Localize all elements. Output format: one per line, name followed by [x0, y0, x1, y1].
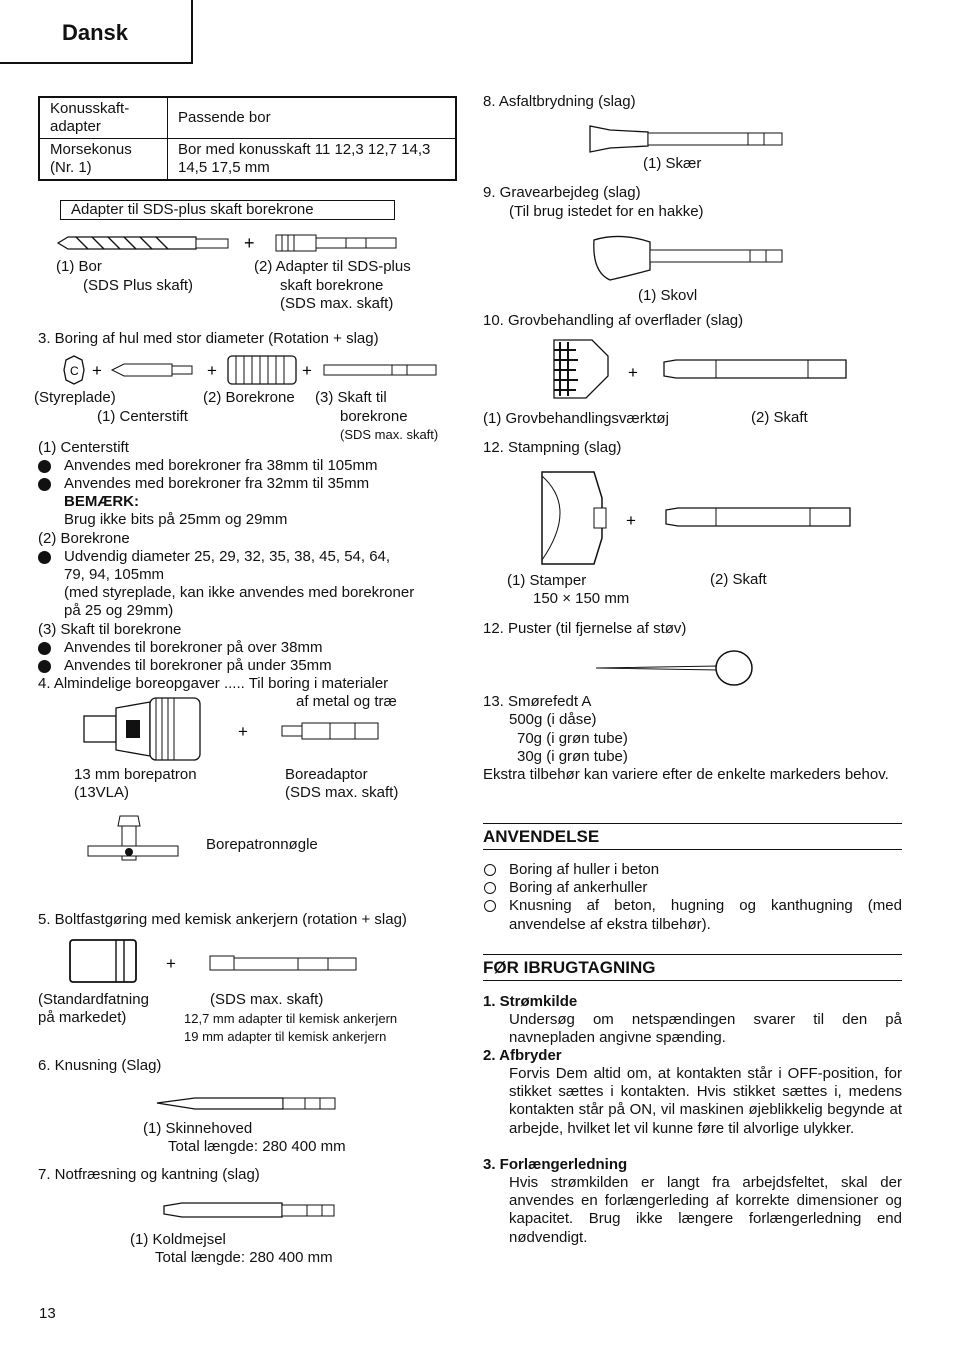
item-title: 7. Notfræsning og kantning (slag)	[38, 1166, 260, 1183]
list-item: Knusning af beton, hugning og kanthugning (med	[509, 897, 902, 914]
svg-text:+: +	[166, 954, 176, 973]
item-title: 9. Gravearbejdeg (slag)	[483, 184, 641, 201]
text-line: (1) Centerstift	[38, 439, 129, 456]
accessory-note: Ekstra tilbehør kan variere efter de enkelte markeders behov.	[483, 766, 889, 783]
text-line: (med styreplade, kan ikke anvendes med borekroner	[64, 584, 415, 601]
text-line: Anvendes til borekroner på under 35mm	[64, 657, 332, 674]
caption: 13 mm borepatron	[74, 766, 197, 783]
bullet	[38, 460, 51, 473]
item-title: 5. Boltfastgøring med kemisk ankerjern (rotation + slag)	[38, 911, 407, 928]
bull-point-illustration	[155, 1094, 339, 1114]
list-item: Boring af ankerhuller	[509, 879, 648, 896]
table-cell: Morsekonus (Nr. 1)	[39, 139, 168, 181]
svg-text:C: C	[70, 364, 79, 378]
table-cell: Bor med konusskaft 11 12,3 12,7 14,3 14,5 17,5 mm	[168, 139, 457, 181]
cold-chisel-illustration	[162, 1200, 338, 1222]
section-rule	[483, 954, 902, 955]
bush-tool-illustration	[546, 336, 852, 402]
item-title: 4. Almindelige boreopgaver ..... Til boring i materialer	[38, 675, 389, 692]
text-line: 70g (i grøn tube)	[517, 730, 628, 747]
caption: (SDS max. skaft)	[210, 991, 324, 1008]
bullet	[484, 900, 496, 912]
item-title: 6. Knusning (Slag)	[38, 1057, 162, 1074]
text-line: 30g (i grøn tube)	[517, 748, 628, 765]
caption: (SDS Plus skaft)	[83, 277, 194, 294]
list-item: Boring af huller i beton	[509, 861, 660, 878]
svg-text:+: +	[302, 361, 312, 380]
caption: (1) Stamper	[507, 572, 587, 589]
caption: (2) Adapter til SDS-plus	[254, 258, 411, 275]
bullet	[484, 882, 496, 894]
svg-text:+: +	[238, 722, 248, 741]
caption: (Standardfatning	[38, 991, 149, 1008]
caption: borekrone	[340, 408, 408, 425]
caption: (Styreplade)	[34, 389, 116, 406]
text-line: (2) Borekrone	[38, 530, 130, 547]
item-title: 12. Stampning (slag)	[483, 439, 622, 456]
caption: (1) Bor	[56, 258, 102, 275]
caption: (1) Skovl	[638, 287, 698, 304]
caption: (SDS max. skaft)	[285, 784, 399, 801]
svg-text:+: +	[207, 361, 217, 380]
section-rule	[483, 823, 902, 824]
text-line: Anvendes med borekroner fra 38mm til 105mm	[64, 457, 378, 474]
core-bit-illustration	[62, 354, 442, 386]
bullet	[38, 551, 51, 564]
text-line: Anvendes med borekroner fra 32mm til 35mm	[64, 475, 370, 492]
text-line: (3) Skaft til borekrone	[38, 621, 182, 638]
subsection-body: Undersøg om netspændingen svarer til den på navnepladen angivne spænding.	[509, 1011, 902, 1047]
caption: Borepatronnøgle	[206, 836, 318, 853]
svg-text:+: +	[244, 233, 255, 253]
text-line: på 25 og 29mm)	[64, 602, 174, 619]
drill-bit-illustration	[56, 232, 406, 256]
item-title: 13. Smørefedt A	[483, 693, 592, 710]
caption: (1) Skinnehoved	[143, 1120, 253, 1137]
scaling-chisel-illustration	[588, 124, 786, 154]
caption: (3) Skaft til	[315, 389, 387, 406]
svg-text:+: +	[92, 361, 102, 380]
table-head-cell: Passende bor	[168, 97, 457, 139]
note-label: BEMÆRK:	[64, 493, 139, 510]
svg-text:+: +	[626, 511, 636, 530]
caption: (1) Centerstift	[97, 408, 188, 425]
item-title: 3. Boring af hul med stor diameter (Rotation + slag)	[38, 330, 379, 347]
caption: skaft borekrone	[280, 277, 384, 294]
chuck-key-illustration	[86, 812, 182, 874]
section-rule	[483, 849, 902, 850]
table-row	[39, 97, 456, 139]
subsection-body: Hvis strømkilden er langt fra arbejdsfeltet, skal der anvendes en forlængerleding af korrekte dimensioner og kapacitet. Brug ikke længere forlængerledning end nødvendigt.	[509, 1174, 902, 1246]
adapter-table	[38, 96, 457, 181]
table-head-cell: Konusskaft-adapter	[39, 97, 168, 139]
text-line: 500g (i dåse)	[509, 711, 597, 728]
caption: Total længde: 280 400 mm	[155, 1249, 333, 1266]
bullet	[38, 660, 51, 673]
caption: (13VLA)	[74, 784, 130, 801]
blow-out-bulb-illustration	[594, 648, 756, 688]
table-row	[39, 139, 456, 181]
caption: Boreadaptor	[285, 766, 368, 783]
subsection-title: 3. Forlængerledning	[483, 1156, 628, 1173]
caption: Total længde: 280 400 mm	[168, 1138, 346, 1155]
bullet	[484, 864, 496, 876]
caption: (2) Skaft	[710, 571, 767, 588]
caption: (2) Skaft	[751, 409, 808, 426]
caption: på markedet)	[38, 1009, 127, 1026]
spade-illustration	[590, 232, 786, 282]
subsection-title: 2. Afbryder	[483, 1047, 562, 1064]
drill-chuck-illustration	[80, 694, 380, 764]
section-rule	[483, 980, 902, 981]
tamper-illustration	[538, 468, 854, 570]
subsection-body: Forvis Dem altid om, at kontakten står i OFF-position, for stikket sættes i kontakten. Hvis stikket sættes i, medens kontakten står på ON, vil maskinen øjeblikkelig begynde at arbejde, hvilket let vil kunne føre til alvorlige ulykker.	[509, 1065, 902, 1137]
caption: (SDS max. skaft)	[280, 295, 394, 312]
item-title: af metal og træ	[296, 693, 397, 710]
text-line: Brug ikke bits på 25mm og 29mm	[64, 511, 288, 528]
text-line: Udvendig diameter 25, 29, 32, 35, 38, 45, 54, 64,	[64, 548, 391, 565]
item-title: 8. Asfaltbrydning (slag)	[483, 93, 636, 110]
caption: 150 × 150 mm	[533, 590, 630, 607]
item-title: (Til brug istedet for en hakke)	[509, 203, 704, 220]
svg-text:+: +	[628, 363, 638, 382]
bullet	[38, 478, 51, 491]
text-line: Anvendes til borekroner på over 38mm	[64, 639, 323, 656]
caption: (2) Borekrone	[203, 389, 295, 406]
caption: (SDS max. skaft)	[340, 427, 439, 442]
text-line: 79, 94, 105mm	[64, 566, 165, 583]
caption: (1) Koldmejsel	[130, 1231, 226, 1248]
note-label-text: BEMÆRK	[64, 493, 134, 510]
item-title: 10. Grovbehandling af overflader (slag)	[483, 312, 744, 329]
list-item: anvendelse af ekstra tilbehør).	[509, 916, 711, 933]
language-title: Dansk	[62, 20, 129, 45]
subsection-title: 1. Strømkilde	[483, 993, 578, 1010]
section-heading-anvendelse: ANVENDELSE	[483, 827, 600, 846]
item-title: 12. Puster (til fjernelse af støv)	[483, 620, 687, 637]
caption: (1) Skær	[643, 155, 702, 172]
anchor-adapter-illustration	[68, 936, 360, 986]
caption: (1) Grovbehandlingsværktøj	[483, 410, 669, 427]
bullet	[38, 642, 51, 655]
caption: 12,7 mm adapter til kemisk ankerjern	[184, 1011, 398, 1026]
page-number: 13	[39, 1305, 56, 1322]
section-heading-foer: FØR IBRUGTAGNING	[483, 958, 656, 977]
caption: 19 mm adapter til kemisk ankerjern	[184, 1029, 387, 1044]
sds-adapter-title: Adapter til SDS-plus skaft borekrone	[60, 200, 395, 220]
